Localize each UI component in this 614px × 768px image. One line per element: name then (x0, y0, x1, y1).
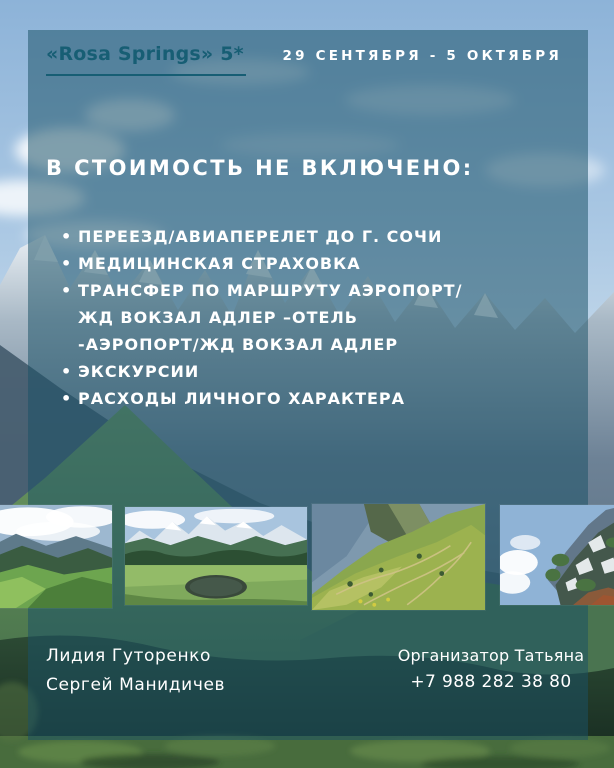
organizer-label: Организатор Татьяна (397, 646, 585, 665)
exclusions-heading: В СТОИМОСТЬ НЕ ВКЛЮЧЕНО: (46, 156, 474, 180)
exclusions-list (78, 223, 484, 412)
participant-names (46, 642, 225, 700)
exclusion-item: • ЭКСКУРСИИ (78, 358, 484, 385)
exclusion-item: • РАСХОДЫ ЛИЧНОГО ХАРАКТЕРА (78, 385, 484, 412)
exclusion-item: • ПЕРЕЕЗД/АВИАПЕРЕЛЕТ ДО Г. СОЧИ (78, 223, 484, 250)
exclusion-item: • МЕДИЦИНСКАЯ СТРАХОВКА (78, 250, 484, 277)
participant-name-1: Лидия Гуторенко (46, 646, 212, 666)
footer (46, 642, 588, 700)
participant-name-2: Сергей Манидичев (46, 675, 226, 695)
organizer-block (386, 642, 596, 700)
overlay-panel (28, 30, 588, 740)
hotel-name: «Rosa Springs» 5* (46, 41, 246, 76)
exclusion-item: • ТРАНСФЕР ПО МАРШРУТУ АЭРОПОРТ/ЖД ВОКЗАЛ АДЛЕР –ОТЕЛЬ -АЭРОПОРТ/ЖД ВОКЗАЛ АДЛЕР (78, 277, 484, 358)
header-bar (46, 41, 562, 76)
phone-number: +7 988 282 38 80 (410, 672, 572, 692)
date-range: 29 СЕНТЯБРЯ - 5 ОКТЯБРЯ (282, 48, 562, 64)
